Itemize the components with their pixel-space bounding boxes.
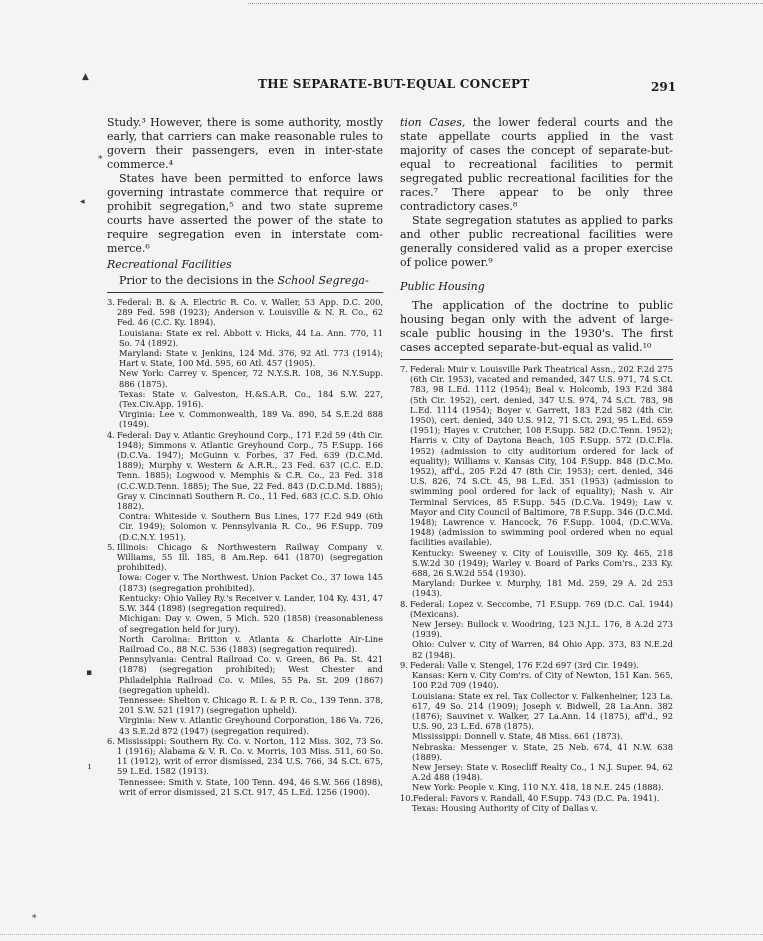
running-head: THE SEPARATE-BUT-EQUAL CONCEPT (258, 77, 530, 91)
left-paragraph-3 (107, 274, 383, 288)
footnote-text: Illinois: Chicago & Northwestern Railway Company v. Williams, 55 Ill. 185, 8 Am.Rep. 641 (1870) (segregation prohibited). (117, 541, 383, 573)
right-paragraph-1-text: the lower federal courts and the state appellate courts applied in the vast majority of cases the concept of separate-but-equal to recreational facilities to permit segregated public recreational facilities for the races.⁷ There appear to be only three contradictory cases.⁸ (400, 116, 673, 213)
footnote-line: Nebraska: Messenger v. State, 25 Neb. 674, 41 N.W. 638 (1889). (412, 741, 673, 762)
footnote-line: New York: Carrey v. Spencer, 72 N.Y.S.R. 108, 36 N.Y.Supp. 886 (1875). (119, 368, 383, 389)
footnote-rule (400, 359, 673, 360)
footnote-9 (400, 660, 673, 793)
footnote-line: Texas: State v. Galveston, H.&S.A.R. Co., 184 S.W. 227, (Tex.Civ.App. 1916). (119, 388, 383, 410)
top-dotted-border (248, 3, 763, 4)
footnote-3 (107, 297, 383, 430)
footnote-text: Federal: Favors v. Randall, 40 F.Supp. 743 (D.C. Pa. 1941). (413, 792, 660, 803)
footnote-number: 8. (400, 598, 408, 609)
bottom-dotted-border (0, 934, 763, 935)
footnote-text: Federal: Muir v. Louisville Park Theatrical Assn., 202 F.2d 275 (6th Cir. 1953), vacated and remanded, 347 U.S. 971, 74 S.Ct. 783, 98 L.Ed. 1112 (1954); Beal v. Holcomb, 193 F.2d 384 (5th Cir. 1952), cert. denied, 347 U.S. 974, 74 S.Ct. 783, 98 L.Ed. 1114 (1954); Boyer v. Garrett, 183 F.2d 582 (4th Cir. 1950), cert. denied, 340 U.S. 912, 71 S.Ct. 293, 95 L.Ed. 659 (1951); Hayes v. Crutcher, 108 F.Supp. 582 (D.C.Tenn. 1952); Harris v. City of Daytona Beach, 105 F.Supp. 572 (D.C.Fla. 1952) (admission to city auditorium ordered for lack of equality); Williams v. Kansas City, 104 F.Supp. 848 (D.C.Mo. 1952), aff'd., 205 F.2d 47 (8th Cir. 1953); cert. denied, 346 U.S. 826, 74 S.Ct. 45, 98 L.Ed. 351 (1953) (admission to swimming pool ordered for lack of equality); Nash v. Air Terminal Services, 85 F.Supp. 545 (D.C.Va. 1949); Law v. Mayor and City Council of Baltimore, 78 F.Supp. 346 (D.C.Md. 1948); Lawrence v. Hancock, 76 F.Supp. 1004, (D.C.W.Va. 1948) (admission to swimming pool ordered when no equal facilities available). (410, 364, 673, 548)
footnote-text: Federal: Valle v. Stengel, 176 F.2d 697 (3rd Cir. 1949). (410, 659, 639, 670)
right-paragraph-3: The application of the doctrine to public housing began only with the advent of large-scale public housing in the 1930's. The first cases accepted separate-but-equal as valid.¹⁰ (400, 299, 673, 354)
paragraph-3-lead: Prior to the decisions in the (119, 274, 274, 287)
footnote-line: New York: People v. King, 110 N.Y. 418, 18 N.E. 245 (1888). (412, 782, 664, 793)
right-column (400, 116, 673, 813)
section-heading-recreational: Recreational Facilities (107, 258, 232, 271)
right-paragraph-1 (400, 116, 673, 214)
footnote-line: Mississippi: Donnell v. State, 48 Miss. 661 (1873). (412, 731, 623, 742)
footnote-text: Federal: B. & A. Electric R. Co. v. Waller, 53 App. D.C. 200, 289 Fed. 598 (1923); Anderson v. Louisville & N. R. Co., 62 Fed. 46 (C.C. Ky. 1894). (117, 297, 383, 328)
right-paragraph-2: State segregation statutes as applied to parks and other public recreational facilities were generally considered valid as a proper exercise of police power.⁹ (400, 214, 673, 269)
footnote-line: North Carolina: Britton v. Atlanta & Charlotte Air-Line Railroad Co., 88 N.C. 536 (1883) (segregation required). (119, 633, 383, 654)
margin-mark: ◂ (80, 197, 85, 207)
footnote-line: Virginia: Lee v. Commonwealth, 189 Va. 890, 54 S.E.2d 888 (1949). (119, 409, 383, 430)
case-name-continued: tion Cases, (400, 116, 466, 129)
case-name-school-segregation: School Segrega- (277, 274, 369, 287)
left-column (107, 116, 383, 797)
footnote-number: 5. (107, 541, 115, 552)
footnote-7 (400, 364, 673, 599)
footnote-4 (107, 430, 383, 542)
margin-mark: ▪ (86, 668, 93, 678)
footnote-5 (107, 542, 383, 736)
footnote-text: Mississippi: Southern Ry. Co. v. Norton, 112 Miss. 302, 73 So. 1 (1916); Alabama & V. R. Co. v. Morris, 103 Miss. 511, 60 So. 11 (1912), writ of error dismissed, 234 U.S. 766, 34 S.Ct. 675, 59 L.Ed. 1582 (1913). (117, 735, 383, 777)
footnote-line: Maryland: Durkee v. Murphy, 181 Md. 259, 29 A. 2d 253 (1943). (412, 578, 673, 599)
footnote-line: Maryland: State v. Jenkins, 124 Md. 376, 92 Atl. 773 (1914); Hart v. State, 100 Md. 595, 60 Atl. 457 (1905). (119, 348, 383, 369)
footnote-line: Louisiana: State ex rel. Tax Collector v. Falkenheiner, 123 La. 617, 49 So. 214 (1909); Joseph v. Bidwell, 28 La.Ann. 382 (1876); Sauvinet v. Walker, 27 La.Ann. 14 (1875), aff'd., 92 U.S. 90, 23 L.Ed. 678 (1875). (412, 690, 673, 732)
footnote-line: Virginia: New v. Atlantic Greyhound Corporation, 186 Va. 726, 43 S.E.2d 872 (1947) (segregation required). (119, 715, 383, 736)
margin-mark: ▲ (82, 72, 89, 82)
footnote-number: 3. (107, 297, 115, 307)
footnote-number: 9. (400, 659, 408, 670)
footnote-line: Contra: Whiteside v. Southern Bus Lines, 177 F.2d 949 (6th Cir. 1949); Solomon v. Pennsylvania R. Co., 96 F.Supp. 709 (D.C.N.Y. 1951). (119, 511, 383, 542)
margin-asterisk: * (32, 914, 37, 924)
footnote-number: 6. (107, 735, 115, 746)
footnote-line: Michigan: Day v. Owen, 5 Mich. 520 (1858) (reasonableness of segregation held for jury). (119, 613, 383, 634)
footnote-10 (400, 793, 673, 813)
left-paragraph-2: States have been permitted to enforce laws governing intrastate commerce that require or prohibit segregation,⁵ and two state supreme courts have asserted the power of the state to require segregation even in interstate com-merce.⁶ (107, 172, 383, 255)
footnote-number: 4. (107, 429, 115, 440)
footnote-line: Kentucky: Sweeney v. City of Louisville, 309 Ky. 465, 218 S.W.2d 30 (1949); Warley v. Board of Parks Com'rs., 233 Ky. 688, 26 S.W.2d 554 (1930). (412, 547, 673, 579)
footnote-number: 7. (400, 364, 408, 374)
footnote-rule (107, 292, 383, 293)
margin-mark: ı (88, 762, 91, 772)
footnote-line: Tennessee: Shelton v. Chicago R. I. & P. R. Co., 139 Tenn. 378, 201 S.W. 521 (1917) (segregation upheld). (119, 694, 383, 716)
footnote-line: Louisiana: State ex rel. Abbott v. Hicks, 44 La. Ann. 770, 11 So. 74 (1892). (119, 327, 383, 348)
footnote-text: Federal: Day v. Atlantic Greyhound Corp., 171 F.2d 59 (4th Cir. 1948); Simmons v. Atlantic Greyhound Corp., 75 F.Supp. 166 (D.C.Va. 1947); McGuinn v. Forbes, 37 Fed. 639 (D.C.Md. 1889); Murphy v. Western & A.R.R., 23 Fed. 637 (C.C. E.D. Tenn. 1885); Logwood v. Memphis & C.R. Co., 23 Fed. 318 (C.C.W.D.Tenn. 1885); The Sue, 22 Fed. 843 (D.C.D.Md. 1885); Gray v. Cincinnati Southern R. Co., 11 Fed. 683 (C.C. S.D. Ohio 1882). (117, 429, 383, 512)
footnote-text: Federal: Lopez v. Seccombe, 71 F.Supp. 769 (D.C. Cal. 1944) (Mexicans). (410, 598, 673, 619)
footnote-8 (400, 599, 673, 660)
margin-asterisk: * (98, 155, 103, 165)
section-heading-housing: Public Housing (400, 280, 485, 293)
left-paragraph-1: Study.³ However, there is some authority, mostly early, that carriers can make reasonable rules to govern their passengers, even in inter-state commerce.⁴ (107, 116, 383, 171)
footnote-line: Texas: Housing Authority of City of Dallas v. (412, 802, 598, 813)
footnote-line: New Jersey: Bullock v. Woodring, 123 N.J.L. 176, 8 A.2d 273 (1939). (412, 619, 673, 640)
footnote-line: New Jersey: State v. Rosecliff Realty Co., 1 N.J. Super. 94, 62 A.2d 488 (1948). (412, 761, 673, 783)
footnote-line: Kansas: Kern v. City Com'rs. of City of Newton, 151 Kan. 565, 100 P.2d 709 (1940). (412, 670, 673, 691)
footnote-line: Tennessee: Smith v. State, 100 Tenn. 494, 46 S.W. 566 (1898), writ of error dismissed, 21 S.Ct. 917, 45 L.Ed. 1256 (1900). (119, 776, 383, 797)
page-number: 291 (651, 80, 677, 94)
footnote-6 (107, 736, 383, 797)
footnote-line: Kentucky: Ohio Valley Ry.'s Receiver v. Lander, 104 Ky. 431, 47 S.W. 344 (1898) (segregation required). (119, 592, 383, 614)
footnote-line: Ohio: Culver v. City of Warren, 84 Ohio App. 373, 83 N.E.2d 82 (1948). (412, 639, 673, 660)
footnote-number: 10. (400, 792, 414, 803)
footnote-line: Iowa: Coger v. The Northwest. Union Packet Co., 37 Iowa 145 (1873) (segregation prohibited). (119, 572, 383, 593)
footnote-line: Pennsylvania: Central Railroad Co. v. Green, 86 Pa. St. 421 (1878) (segregation prohibited); West Chester and Philadelphia Railroad Co. v. Miles, 55 Pa. St. 209 (1867) (segregation upheld). (119, 654, 383, 695)
